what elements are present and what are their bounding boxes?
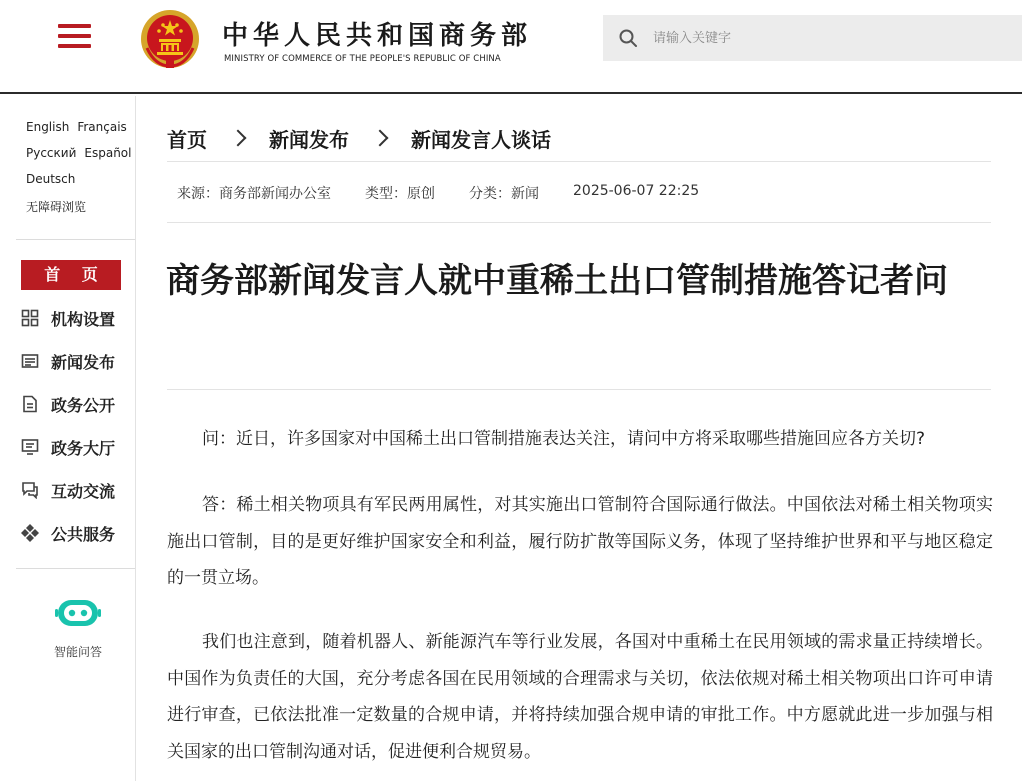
search-icon[interactable]: [618, 28, 638, 48]
language-row-3: [26, 172, 83, 186]
divider: [167, 222, 991, 223]
sidebar-divider: [16, 239, 135, 240]
article-paragraph: 答：稀土相关物项具有军民两用属性，对其实施出口管制符合国际通行做法。中国依法对稀土相关物项实施出口管制，目的是更好维护国家安全和利益，履行防扩散等国际义务，体现了坚持维护世界和平与地区稳定的一贯立场。: [167, 495, 993, 588]
menu-icon[interactable]: [58, 24, 91, 50]
lang-french-link[interactable]: Français: [77, 120, 127, 134]
service-icon: [20, 523, 40, 543]
ai-assistant-button[interactable]: [48, 596, 108, 660]
news-icon: [20, 351, 40, 371]
sidebar-item-interaction[interactable]: [20, 477, 115, 503]
sidebar-item-label: 机构设置: [51, 309, 116, 329]
national-emblem-logo[interactable]: [139, 8, 201, 70]
sidebar: [0, 96, 136, 781]
meta-source: 来源：商务部新闻办公室: [177, 186, 331, 202]
ai-assistant-label: 智能问答: [53, 645, 102, 659]
chevron-right-icon: [230, 129, 247, 146]
site-title: 中华人民共和国商务部: [222, 21, 533, 51]
breadcrumb-home[interactable]: 首页: [167, 128, 207, 152]
site-subtitle: MINISTRY OF COMMERCE OF THE PEOPLE'S REPUBLIC OF CHINA: [224, 54, 501, 64]
hall-icon: [20, 437, 40, 457]
sidebar-item-gov-info[interactable]: [20, 391, 115, 417]
language-row-2: [26, 146, 139, 160]
robot-icon: [55, 596, 101, 630]
org-grid-icon: [20, 308, 40, 328]
sidebar-item-label: 公共服务: [51, 524, 116, 544]
article-meta: [177, 183, 733, 203]
meta-type: 类型：原创: [365, 186, 435, 202]
sidebar-home-button[interactable]: 首 页: [21, 260, 121, 290]
search-box: [603, 15, 1022, 61]
article-paragraph: 问：近日，许多国家对中国稀土出口管制措施表达关注，请问中方将采取哪些措施回应各方关切?: [202, 429, 926, 449]
sidebar-item-gov-hall[interactable]: [20, 434, 115, 460]
breadcrumb-news[interactable]: 新闻发布: [269, 128, 349, 152]
search-input[interactable]: [653, 15, 1013, 61]
sidebar-item-public-service[interactable]: [20, 520, 115, 546]
sidebar-item-label: 政务公开: [51, 395, 116, 415]
lang-spanish-link[interactable]: Español: [84, 146, 132, 160]
article-paragraph: 我们也注意到，随着机器人、新能源汽车等行业发展，各国对中重稀土在民用领域的需求量正持续增长。中国作为负责任的大国，充分考虑各国在民用领域的合理需求与关切，依法依规对稀土相关物项出口许可申请进行审查，已依法批准一定数量的合规申请，并将持续加强合规申请的审批工作。中方愿就此进一步加强与相关国家的出口管制沟通对话，促进便利合规贸易。: [167, 632, 993, 762]
lang-russian-link[interactable]: Русский: [26, 146, 77, 160]
sidebar-item-label: 政务大厅: [51, 438, 116, 458]
meta-date: 2025-06-07 22:25: [573, 183, 700, 199]
chevron-right-icon: [372, 129, 389, 146]
divider: [167, 389, 991, 390]
language-row-4: [26, 198, 94, 215]
sidebar-divider: [16, 568, 135, 569]
breadcrumb: [167, 124, 551, 153]
language-row-1: [26, 120, 135, 134]
meta-category: 分类：新闻: [469, 186, 539, 202]
sidebar-item-label: 新闻发布: [51, 352, 116, 372]
document-icon: [20, 394, 40, 414]
accessibility-link[interactable]: 无障碍浏览: [26, 200, 87, 214]
lang-german-link[interactable]: Deutsch: [26, 172, 76, 186]
article-title: 商务部新闻发言人就中重稀土出口管制措施答记者问: [166, 261, 948, 301]
divider: [167, 161, 991, 162]
sidebar-item-news[interactable]: [20, 348, 115, 374]
lang-english-link[interactable]: English: [26, 120, 70, 134]
breadcrumb-spokesperson[interactable]: 新闻发言人谈话: [411, 128, 551, 152]
sidebar-item-label: 互动交流: [51, 481, 116, 501]
sidebar-item-org[interactable]: [20, 305, 115, 331]
site-header: [0, 0, 1022, 94]
chat-icon: [20, 480, 40, 500]
